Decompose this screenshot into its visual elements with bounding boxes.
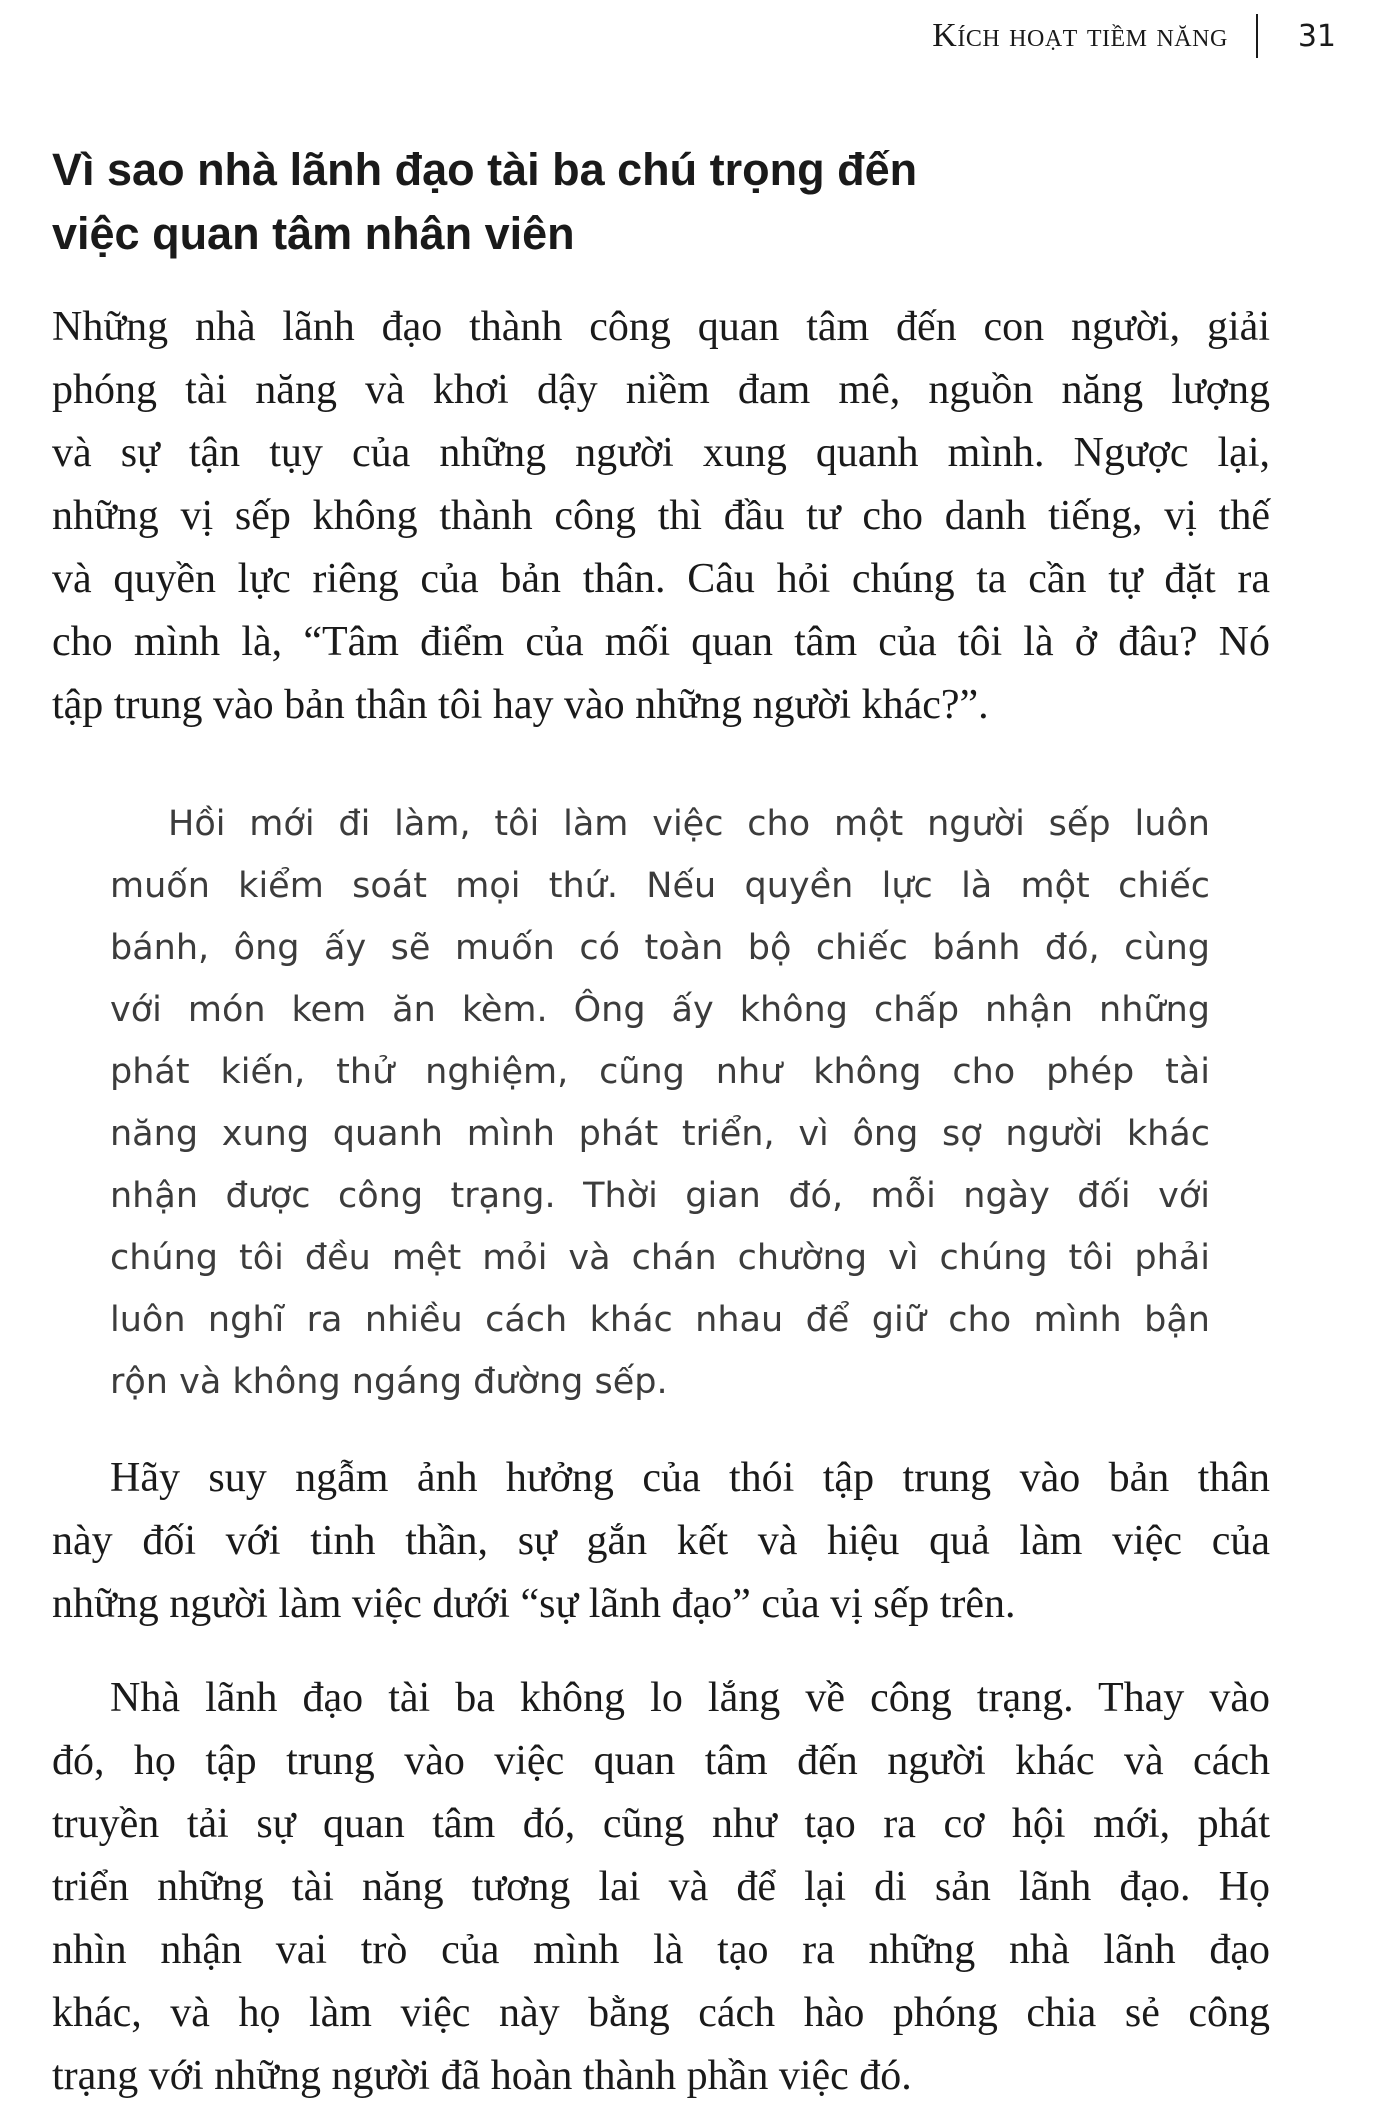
quote-line: bánh, ông ấy sẽ muốn có toàn bộ chiếc bánh đó, cùng <box>110 928 1210 968</box>
quote-line: muốn kiểm soát mọi thứ. Nếu quyền lực là một chiếc <box>110 866 1210 906</box>
paragraph-line: những vị sếp không thành công thì đầu tư cho danh tiếng, vị thế <box>52 493 1270 539</box>
quote-line: với món kem ăn kèm. Ông ấy không chấp nhận những <box>110 990 1210 1030</box>
paragraph-line: Những nhà lãnh đạo thành công quan tâm đến con người, giải <box>52 304 1270 350</box>
quote-line: nhận được công trạng. Thời gian đó, mỗi ngày đối với <box>110 1176 1210 1216</box>
quote-line: Hồi mới đi làm, tôi làm việc cho một người sếp luôn <box>168 804 1210 844</box>
quote-line: rộn và không ngáng đường sếp. <box>110 1362 668 1402</box>
paragraph-line: khác, và họ làm việc này bằng cách hào phóng chia sẻ công <box>52 1990 1270 2036</box>
paragraph-line: và quyền lực riêng của bản thân. Câu hỏi chúng ta cần tự đặt ra <box>52 556 1270 602</box>
paragraph-3 <box>52 1667 1270 2108</box>
quote-line: phát kiến, thử nghiệm, cũng như không cho phép tài <box>110 1052 1210 1092</box>
page-number: 31 <box>1297 18 1336 54</box>
paragraph-line: truyền tải sự quan tâm đó, cũng như tạo ra cơ hội mới, phát <box>52 1801 1270 1847</box>
paragraph-line: này đối với tinh thần, sự gắn kết và hiệu quả làm việc của <box>52 1518 1270 1564</box>
paragraph-line: và sự tận tụy của những người xung quanh mình. Ngược lại, <box>52 430 1270 476</box>
quote-line: chúng tôi đều mệt mỏi và chán chường vì chúng tôi phải <box>110 1238 1210 1278</box>
paragraph-line: triển những tài năng tương lai và để lại di sản lãnh đạo. Họ <box>52 1864 1270 1910</box>
section-title-line: Vì sao nhà lãnh đạo tài ba chú trọng đến <box>52 144 918 195</box>
quote-line: năng xung quanh mình phát triển, vì ông sợ người khác <box>110 1114 1210 1154</box>
paragraph-line: cho mình là, “Tâm điểm của mối quan tâm của tôi là ở đâu? Nó <box>52 619 1270 665</box>
section-title-line: việc quan tâm nhân viên <box>52 208 575 259</box>
paragraph-2 <box>52 1447 1270 1636</box>
section-title <box>52 138 1152 266</box>
paragraph-line: những người làm việc dưới “sự lãnh đạo” của vị sếp trên. <box>52 1581 1016 1627</box>
paragraph-line: trạng với những người đã hoàn thành phần việc đó. <box>52 2053 912 2099</box>
paragraph-line: Nhà lãnh đạo tài ba không lo lắng về công trạng. Thay vào <box>110 1675 1270 1721</box>
running-header <box>932 8 1336 64</box>
paragraph-line: nhìn nhận vai trò của mình là tạo ra những nhà lãnh đạo <box>52 1927 1270 1973</box>
paragraph-line: phóng tài năng và khơi dậy niềm đam mê, nguồn năng lượng <box>52 367 1270 413</box>
running-title: Kích hoạt tiềm năng <box>932 17 1228 54</box>
quote-block <box>110 793 1210 1413</box>
paragraph-line: đó, họ tập trung vào việc quan tâm đến người khác và cách <box>52 1738 1270 1784</box>
quote-line: luôn nghĩ ra nhiều cách khác nhau để giữ cho mình bận <box>110 1300 1210 1340</box>
paragraph-1 <box>52 296 1270 737</box>
paragraph-line: tập trung vào bản thân tôi hay vào những người khác?”. <box>52 682 989 728</box>
paragraph-line: Hãy suy ngẫm ảnh hưởng của thói tập trung vào bản thân <box>110 1455 1270 1501</box>
